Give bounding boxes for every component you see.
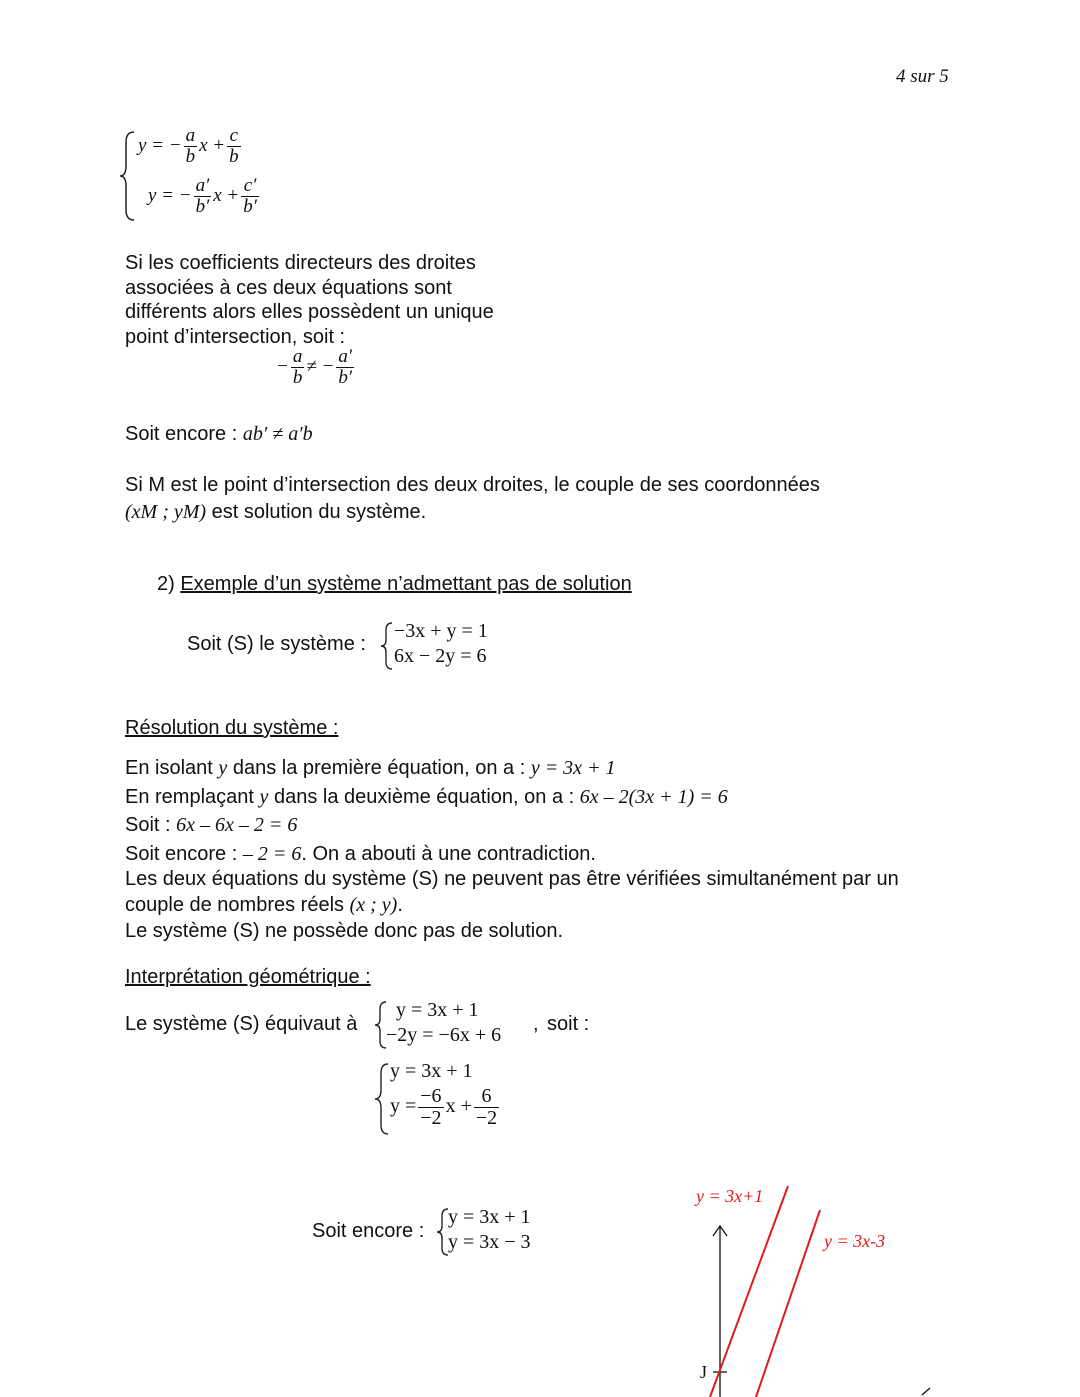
system-s-label: Soit (S) le système : bbox=[187, 633, 366, 655]
equivalent-system-3-eq2: y = 3x − 3 bbox=[448, 1231, 531, 1253]
line-y-3x-minus-3 bbox=[756, 1210, 820, 1397]
equivalent-system-3-eq1: y = 3x + 1 bbox=[448, 1206, 531, 1228]
axis-fragment-icon bbox=[922, 1388, 930, 1395]
graph-label-line-2: y = 3x-3 bbox=[824, 1231, 886, 1251]
page-number: 4 sur 5 bbox=[896, 66, 949, 87]
resolution-line: Soit encore : – 2 = 6. On a abouti à une contradiction. bbox=[125, 842, 596, 865]
line-y-3x-plus-1 bbox=[710, 1186, 788, 1397]
paragraph-line: associées à ces deux équations sont bbox=[125, 276, 452, 299]
paragraph-intersection bbox=[125, 472, 820, 526]
equivalent-system-2-eq2: y = $\frac{-6}{-2}$ x + $\frac{6}{-2}$ bbox=[390, 1085, 498, 1129]
general-eq2: y = − $\frac{a'}{b'}$ x + $\frac{c'}{b'}$ bbox=[148, 175, 257, 217]
resolution-heading: Résolution du système : bbox=[125, 717, 339, 739]
system-brace-icon bbox=[380, 620, 394, 672]
general-eq1: y = − $\frac{a}{b}$ x + $\frac{c}{b}$ bbox=[138, 125, 239, 167]
equivalent-system-1-eq2: −2y = −6x + 6 bbox=[386, 1024, 502, 1046]
system-s-eq1: −3x + y = 1 bbox=[394, 620, 488, 642]
paragraph-line: Si les coefficients directeurs des droites bbox=[125, 252, 476, 274]
interpretation-comma: , bbox=[533, 1013, 539, 1035]
resolution-body bbox=[125, 754, 728, 868]
equivalent-system-2-eq1: y = 3x + 1 bbox=[390, 1060, 473, 1082]
paragraph-line: (xM ; yM) est solution du système. bbox=[125, 501, 427, 523]
graph bbox=[680, 1182, 980, 1397]
resolution-line: Les deux équations du système (S) ne peuvent pas être vérifiées simultanément par un bbox=[125, 868, 899, 890]
paragraph-line: Si M est le point d’intersection des deux droites, le couple de ses coordonnées bbox=[125, 474, 820, 496]
graph-label-line-1: y = 3x+1 bbox=[696, 1186, 764, 1206]
equivalent-system-1-eq1: y = 3x + 1 bbox=[396, 999, 479, 1021]
resolution-line: couple de nombres réels (x ; y). bbox=[125, 894, 403, 916]
paragraph-line: point d’intersection, soit : bbox=[125, 325, 346, 348]
resolution-conclusion bbox=[125, 866, 899, 944]
resolution-line: En isolant y dans la première équation, on a : y = 3x + 1 bbox=[125, 757, 616, 779]
graph-point-j-label: J bbox=[700, 1362, 708, 1382]
paragraph-line: différents alors elles possèdent un unique bbox=[125, 301, 494, 323]
interpretation-intro: Le système (S) équivaut à bbox=[125, 1013, 358, 1035]
interpretation-soit: soit : bbox=[547, 1013, 590, 1035]
inequality-formula: − $\frac{a}{b}$ ≠ − $\frac{a'}{b'}$ bbox=[276, 346, 352, 388]
interpretation-heading: Interprétation géométrique : bbox=[125, 966, 371, 988]
system-brace-icon bbox=[118, 126, 138, 226]
resolution-line: Soit : 6x – 6x – 2 = 6 bbox=[125, 814, 298, 836]
paragraph-coefficients bbox=[125, 251, 494, 349]
system-s-eq2: 6x − 2y = 6 bbox=[394, 645, 487, 667]
soit-encore-condition: Soit encore : ab′ ≠ a′b bbox=[125, 423, 313, 445]
resolution-line: Le système (S) ne possède donc pas de solution. bbox=[125, 920, 564, 942]
soit-encore-label: Soit encore : bbox=[312, 1220, 425, 1242]
resolution-line: En remplaçant y dans la deuxième équation, on a : 6x – 2(3x + 1) = 6 bbox=[125, 785, 728, 808]
section-2-title: 2) Exemple d’un système n’admettant pas de solution bbox=[157, 573, 632, 595]
system-brace-icon bbox=[374, 1060, 390, 1138]
